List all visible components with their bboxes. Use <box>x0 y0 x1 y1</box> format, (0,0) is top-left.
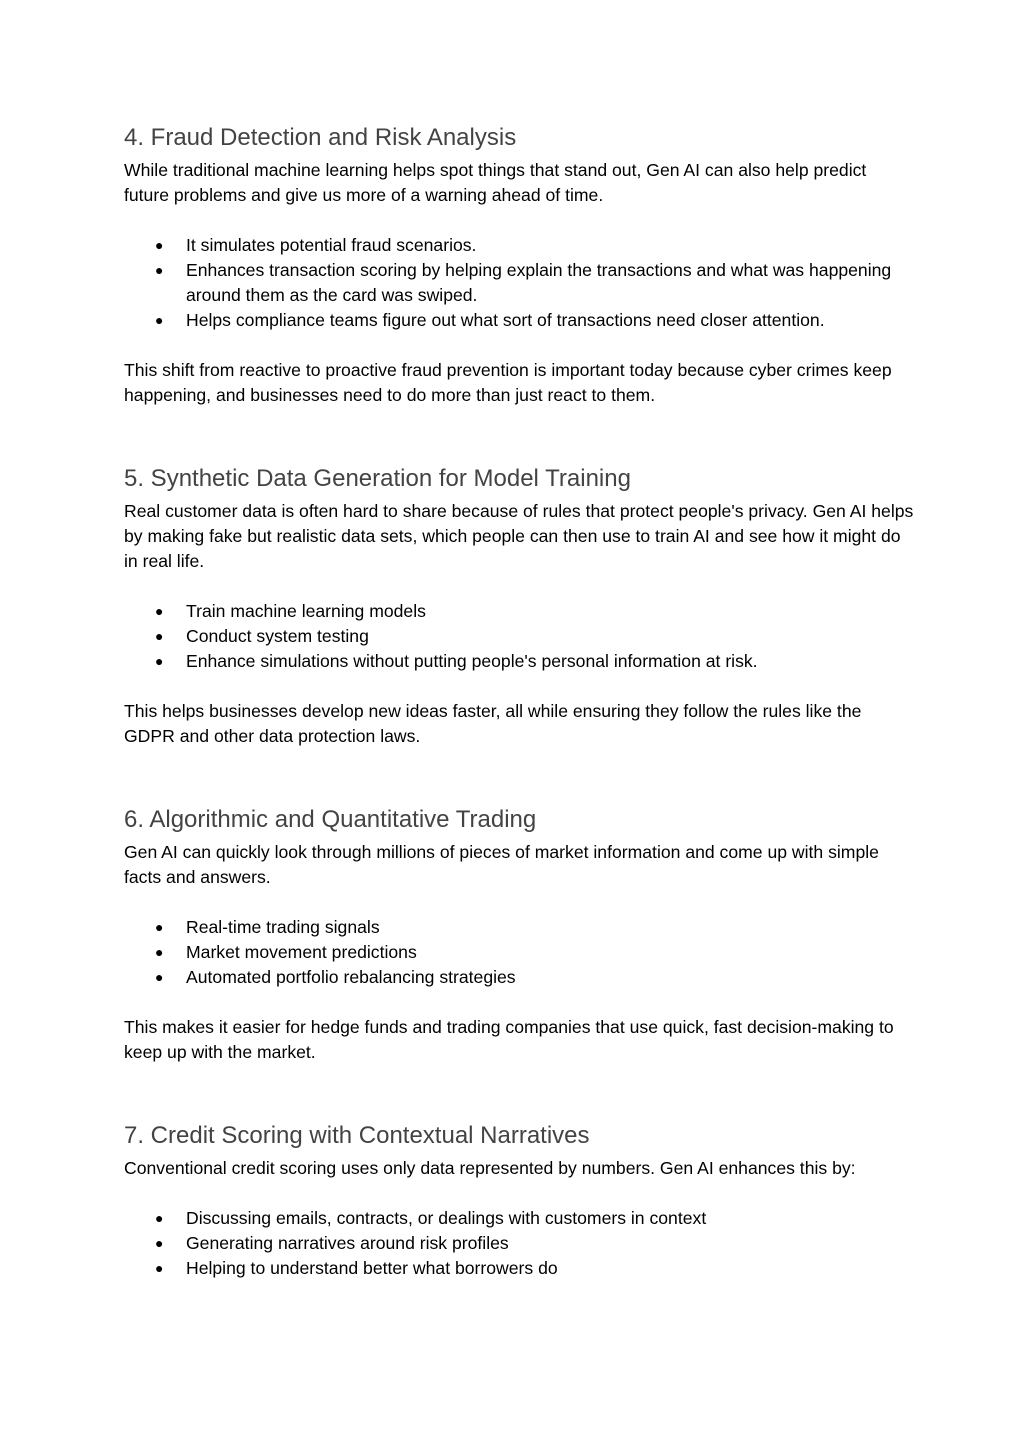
list-item: ● Automated portfolio rebalancing strategies <box>124 965 914 990</box>
section-heading: 7. Credit Scoring with Contextual Narratives <box>124 1122 590 1149</box>
bullet-list <box>124 233 914 333</box>
section-intro: Real customer data is often hard to share because of rules that protect people's privacy. Gen AI helps by making fake but realistic data sets, which people can then use to train AI and see how it might do in real life. <box>124 501 914 571</box>
bullet-list <box>124 1206 914 1281</box>
section-outro: This makes it easier for hedge funds and trading companies that use quick, fast decision-making to keep up with the market. <box>124 1017 894 1062</box>
list-item: ● Market movement predictions <box>124 940 914 965</box>
list-item: ● Real-time trading signals <box>124 915 914 940</box>
section-intro: Gen AI can quickly look through millions of pieces of market information and come up with simple facts and answers. <box>124 842 879 887</box>
list-item: ● Helping to understand better what borrowers do <box>124 1256 914 1281</box>
bullet-icon: ● <box>155 603 164 619</box>
section-heading: 5. Synthetic Data Generation for Model Training <box>124 465 631 492</box>
bullet-icon: ● <box>155 969 164 985</box>
section-credit-scoring <box>124 1121 914 1306</box>
bullet-list <box>124 915 914 990</box>
bullet-icon: ● <box>155 628 164 644</box>
section-heading: 4. Fraud Detection and Risk Analysis <box>124 124 517 151</box>
list-item: ● It simulates potential fraud scenarios. <box>124 233 914 258</box>
section-outro: This shift from reactive to proactive fraud prevention is important today because cyber crimes keep happening, and businesses need to do more than just react to them. <box>124 360 892 405</box>
bullet-icon: ● <box>155 1210 164 1226</box>
section-outro: This helps businesses develop new ideas faster, all while ensuring they follow the rules like the GDPR and other data protection laws. <box>124 701 862 746</box>
bullet-icon: ● <box>155 1235 164 1251</box>
list-item: ● Enhances transaction scoring by helping explain the transactions and what was happening around them as the card was swiped. <box>155 260 892 305</box>
section-intro: While traditional machine learning helps spot things that stand out, Gen AI can also help predict future problems and give us more of a warning ahead of time. <box>124 160 867 205</box>
list-item: ● Discussing emails, contracts, or dealings with customers in context <box>124 1206 914 1231</box>
bullet-icon: ● <box>155 312 164 328</box>
bullet-list <box>124 599 914 674</box>
section-algorithmic-trading <box>124 805 914 1065</box>
bullet-icon: ● <box>155 919 164 935</box>
bullet-icon: ● <box>155 262 164 278</box>
section-fraud-detection <box>124 123 914 408</box>
section-heading: 6. Algorithmic and Quantitative Trading <box>124 806 537 833</box>
section-synthetic-data <box>124 464 914 749</box>
list-item: ● Enhance simulations without putting people's personal information at risk. <box>124 649 914 674</box>
list-item: ● Helps compliance teams figure out what sort of transactions need closer attention. <box>124 308 914 333</box>
list-item: ● Generating narratives around risk profiles <box>124 1231 914 1256</box>
bullet-icon: ● <box>155 237 164 253</box>
list-item: ● Conduct system testing <box>124 624 914 649</box>
section-intro: Conventional credit scoring uses only data represented by numbers. Gen AI enhances this by: <box>124 1158 856 1178</box>
bullet-icon: ● <box>155 944 164 960</box>
bullet-icon: ● <box>155 1260 164 1276</box>
bullet-icon: ● <box>155 653 164 669</box>
list-item: ● Train machine learning models <box>124 599 914 624</box>
